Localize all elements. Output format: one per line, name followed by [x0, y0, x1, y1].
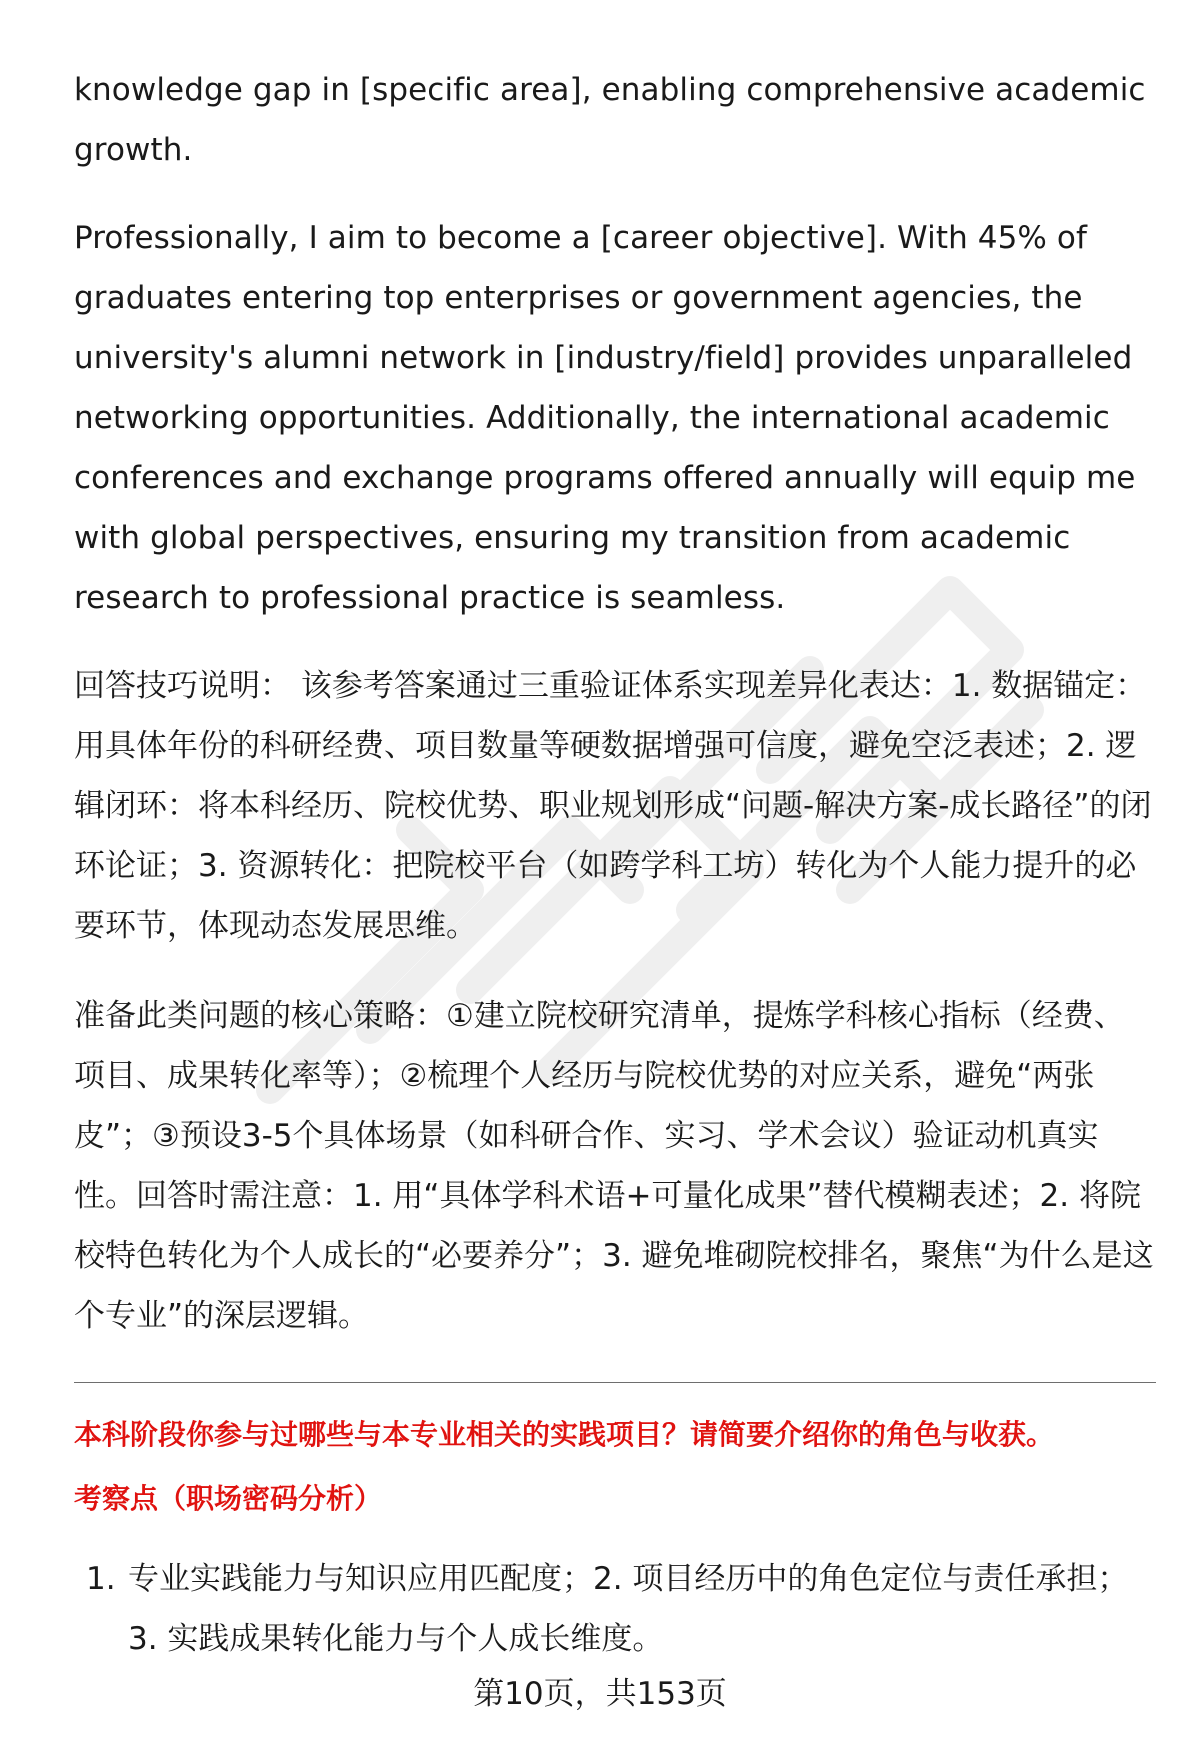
question-title: 本科阶段你参与过哪些与本专业相关的实践项目？请简要介绍你的角色与收获。: [74, 1418, 1055, 1451]
section-divider: [74, 1382, 1156, 1383]
paragraph-spacer: [74, 180, 1154, 208]
list-item-text: 专业实践能力与知识应用匹配度；2. 项目经历中的角色定位与责任承担；3. 实践成果转化能力与个人成长维度。: [128, 1561, 1129, 1657]
page-number-footer: 第10页，共153页: [473, 1676, 727, 1712]
paragraph-spacer: [74, 628, 1154, 656]
paragraph-core-strategy: 准备此类问题的核心策略：①建立院校研究清单，提炼学科核心指标（经费、项目、成果转化率等）；②梳理个人经历与院校优势的对应关系，避免“两张皮”；③预设3-5个具体场景（如科研合作、实习、学术会议）验证动机真实性。回答时需注意：1. 用“具体学科术语+可量化成果”替代模糊表述；2. 将院校特色转化为个人成长的“必要养分”；3. 避免堆砌院校排名，聚焦“为什么是这个专业”的深层逻辑。: [74, 998, 1154, 1334]
paragraph-english-professional: Professionally, I aim to become a [career objective]. With 45% of graduates entering top enterprises or government agencies, the university's alumni network in [industry/field] provides unparalleled networking opportunities. Additionally, the international academic conferences and exchange programs offered annually will equip me with global perspectives, ensuring my transition from academic research to professional practice is seamless.: [74, 220, 1136, 616]
evaluation-points-heading: 考察点（职场密码分析）: [74, 1482, 383, 1515]
paragraph-english-continuation: knowledge gap in [specific area], enabling comprehensive academic growth.: [74, 72, 1146, 168]
list-item-number: 1.: [86, 1561, 116, 1597]
list-item: [74, 1549, 1154, 1669]
paragraph-answer-tips: 回答技巧说明： 该参考答案通过三重验证体系实现差异化表达：1. 数据锚定：用具体年份的科研经费、项目数量等硬数据增强可信度，避免空泛表述；2. 逻辑闭环：将本科经历、院校优势、职业规划形成“问题-解决方案-成长路径”的闭环论证；3. 资源转化：把院校平台（如跨学科工坊）转化为个人能力提升的必要环节，体现动态发展思维。: [74, 668, 1152, 944]
paragraph-spacer: [74, 956, 1154, 986]
document-page: [74, 60, 1154, 1669]
